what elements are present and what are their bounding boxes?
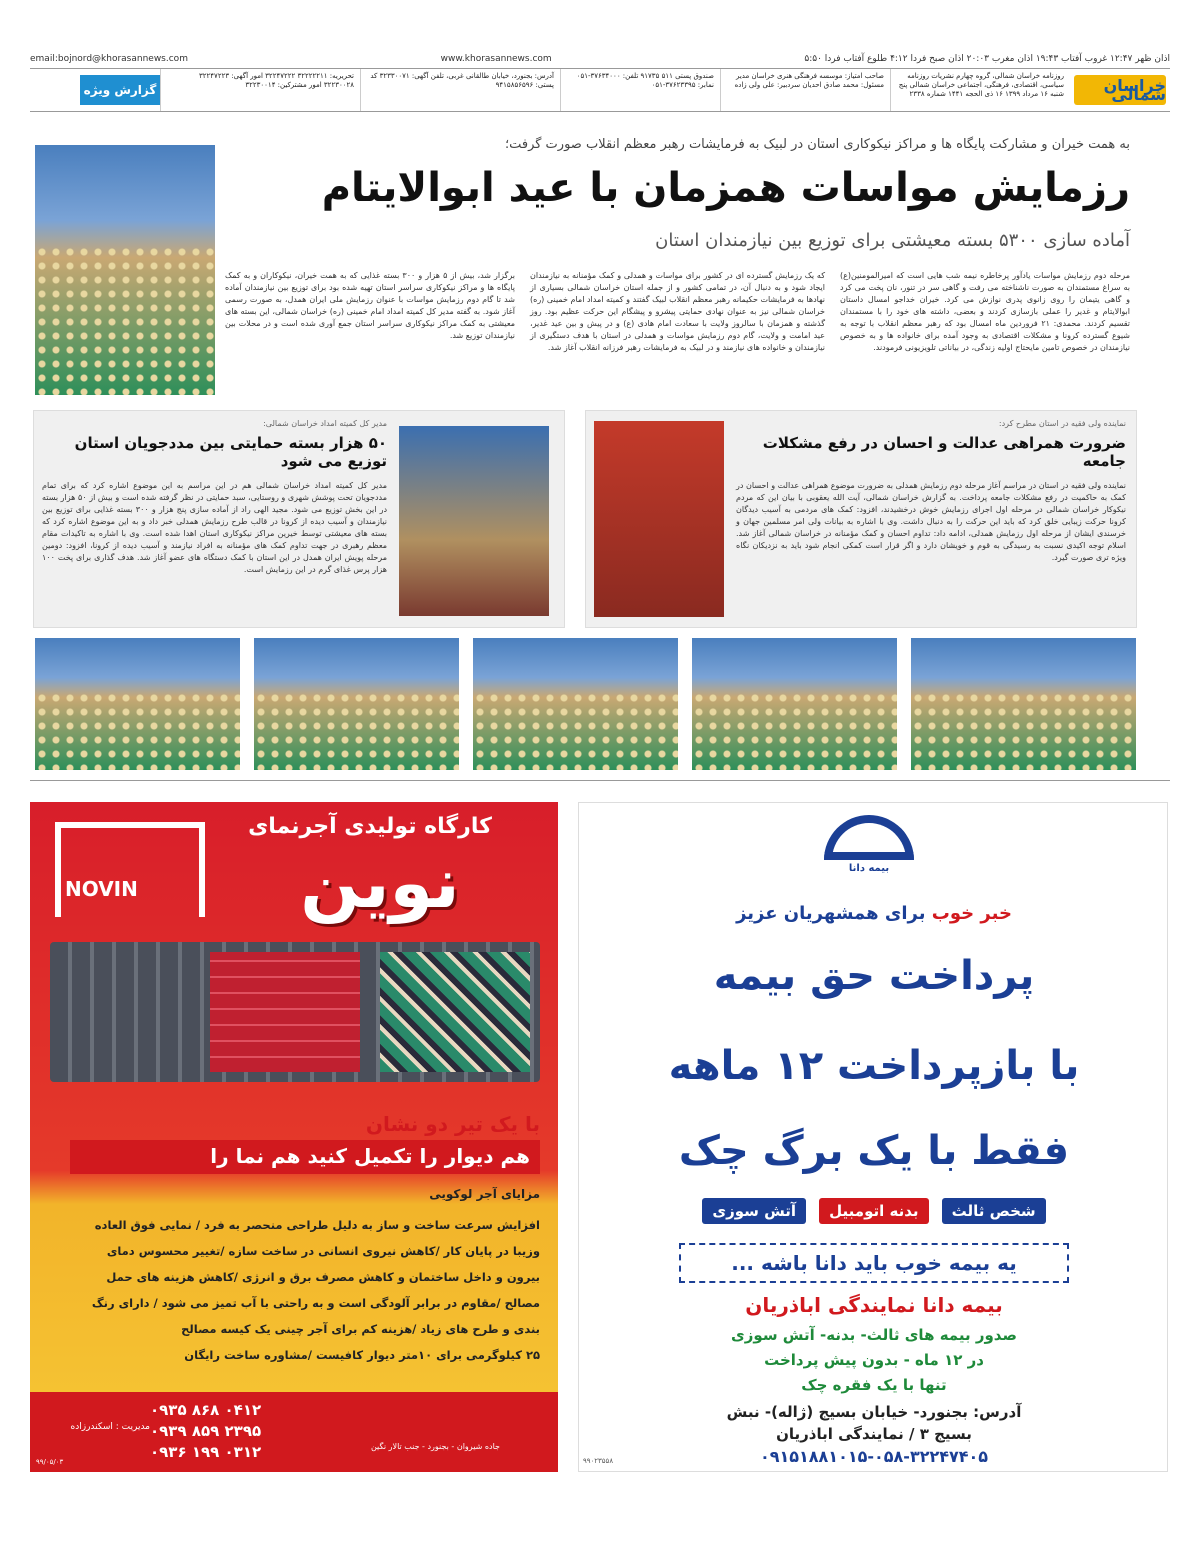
dana-logo-icon bbox=[824, 815, 914, 860]
main-col-3: برگزار شد، بیش از ۵ هزار و ۳۰۰ بسته غذایی که به همت خیران، نیکوکاران و به کمک پایگاه ها و مراکز نیکوکاری سراسر استان تهیه شده بود برای توزیع بین نیازمندان آماده شد تا گام دوم رزمایش مواسات با عنوان رزمایش ملی ایران همدل، به صورت رسمی آغاز شود. به گفته مدیر کل کمیته امداد امام خمینی (ره) خراسان شمالی، این بسته های معیشتی به کمک مراکز نیکوکاری سراسر استان جمع آوری شده است و در محلات بین نیازمندان توزیع شد. bbox=[225, 271, 516, 340]
feature-line: بندی و طرح های زیاد /هزینه کم برای آجر چینی یک کیسه مصالح bbox=[181, 1322, 540, 1336]
dana-g2: در ۱۲ ماه - بدون پیش پرداخت bbox=[764, 1351, 984, 1369]
novin-phones bbox=[150, 1400, 261, 1463]
good-news: خبر خوب bbox=[931, 903, 1012, 924]
novin-brand: نوین bbox=[300, 842, 460, 924]
box-left-kicker: مدیر کل کمیته امداد خراسان شمالی: bbox=[263, 419, 387, 428]
red-bricks bbox=[210, 952, 360, 1072]
main-col-1: مرحله دوم رزمایش مواسات یادآور پرخاطره نیمه شب هایی است که امیرالمومنین(ع) به سراغ مستمندان به صورت ناشناخته می رفت و گاهی سر در تنور، نان پخت می کرد و گاهی یتیمان را روی زانوی پدری نوازش می کرد. خیران خداجو امسال داستان ابوالایتام و غدیر را عملی بازسازی کردند و بعضی، داشته های خود را با مستمندان تقسیم کردند. محمدی: ۲۱ فروردین ماه امسال بود که رهبر معظم انقلاب با توجه به شیوع گسترده کرونا و مشکلات اقتصادی به وجود آمده برای خانواده ها و به خصوص نیازمندان در خصوص تامین مایحتاج اولیه زندگی، در بیاناتی تلویزیونی فرمودند. bbox=[840, 271, 1130, 352]
dana-line2: پرداخت حق بیمه bbox=[713, 953, 1035, 999]
novin-ad bbox=[30, 802, 558, 1472]
main-headline: رزمایش مواسات همزمان با عید ابوالایتام bbox=[321, 165, 1130, 211]
dana-line4: فقط با یک برگ چک bbox=[678, 1128, 1070, 1174]
novin-address: جاده شیروان - بجنورد - جنب تالار نگین bbox=[370, 1442, 500, 1451]
box-left bbox=[33, 410, 565, 628]
main-subhead: آماده سازی ۵۳۰۰ بسته معیشتی برای توزیع بین نیازمندان استان bbox=[655, 230, 1130, 251]
website[interactable]: www.khorasannews.com bbox=[440, 54, 552, 64]
for-citizens: برای همشهریان عزیز bbox=[736, 903, 926, 924]
dana-line3: با بازپرداخت ۱۲ ماهه bbox=[668, 1043, 1080, 1089]
email[interactable]: email:bojnord@khorasannews.com bbox=[30, 54, 188, 64]
phone-3: ۰۹۳۶ ۱۹۹ ۰۳۱۲ bbox=[150, 1443, 262, 1461]
novin-latin: NOVIN bbox=[65, 877, 138, 901]
dana-phone: ۰۹۱۵۱۸۸۱۰۱۵-۰۵۸-۳۲۲۴۷۴۰۵ bbox=[759, 1447, 989, 1466]
main-kicker: به همت خیران و مشارکت پایگاه ها و مراکز نیکوکاری استان در لبیک به فرمایشات رهبر معظم انقلاب صورت گرفت؛ bbox=[504, 137, 1130, 152]
pill-third-party: شخص ثالث bbox=[942, 1198, 1046, 1224]
prayer-times: اذان ظهر ۱۲:۴۷ غروب آفتاب ۱۹:۴۳ اذان مغرب ۲۰:۰۳ اذان صبح فردا ۴:۱۲ طلوع آفتاب فردا ۵:۵۰ bbox=[804, 54, 1170, 64]
feature-line: بیرون و داخل ساختمان و کاهش مصرف برق و انرژی /کاهش هزینه های حمل bbox=[106, 1270, 540, 1284]
feature-line: ۲۵ کیلوگرمی برای ۱۰متر دیوار کافیست /مشاوره ساخت رایگان bbox=[184, 1348, 540, 1362]
masthead-address: آدرس: بجنورد، خیابان طالقانی غربی، تلفن آگهی: ۳۲۳۳۰۰۷۱ کد پستی: ۹۴۱۵۸۵۶۵۹۶ bbox=[360, 69, 560, 111]
pill-fire: آتش سوزی bbox=[702, 1198, 806, 1224]
pattern-bricks bbox=[380, 952, 530, 1072]
masthead-owner: صاحب امتیاز: موسسه فرهنگی هنری خراسان مدیر مسئول: محمد صادق احدیان سردبیر: علی ولی زاده bbox=[720, 69, 890, 111]
dana-ad bbox=[578, 802, 1168, 1472]
cleric-photo bbox=[594, 421, 724, 617]
box-right-body: نماینده ولی فقیه در استان در مراسم آغاز مرحله دوم رزمایش همدلی به ضرورت موضوع همراهی عدالت و احسان در کمک به حاکمیت در رفع مشکلات جامعه پرداخت. به گزارش خراسان شمالی، آیت الله یعقوبی با بیان این که مردم نیکوکار خراسان شمالی در مرحله اول اجرای رزمایش خوش درخشیدند، افزود: کمک های مردمی به آسیب دیدگان کرونا حرکت زیبایی خلق کرد که باید این حرکت را به دنبال داشت. وی با اشاره به بیانات ولی امر مسلمین جهان و خرسندی ایشان از مرحله اول رزمایش همدلی، ادامه داد: تداوم احسان و کمک مؤمنانه در خراسان شمالی آغاز شد. اسلام توجه اکیدی نسبت به رسیدگی به قوم و خویشان دارد و اگر قرار است کمکی انجام شود باید به نزدیکان نگاه ویژه تری صورت گیرد. bbox=[736, 481, 1126, 562]
dana-g1: صدور بیمه های ثالث- بدنه- آتش سوزی bbox=[731, 1326, 1017, 1344]
novin-top-line: کارگاه تولیدی آجرنمای bbox=[248, 814, 492, 839]
dana-agency: بیمه دانا نمایندگی اباذریان bbox=[745, 1293, 1003, 1317]
novin-footer bbox=[30, 1392, 558, 1472]
dana-line1 bbox=[669, 903, 1079, 924]
novin-slogan1: با یک تیر دو نشان bbox=[365, 1112, 540, 1136]
phone-1: ۰۹۳۵ ۸۶۸ ۰۴۱۲ bbox=[150, 1401, 262, 1419]
bricks-image bbox=[50, 942, 540, 1082]
strip-photo-5 bbox=[911, 638, 1136, 770]
masthead-info: روزنامه خراسان شمالی، گروه چهارم نشریات روزنامه سیاسی، اقتصادی، فرهنگی، اجتماعی خراسان شمالی پنج شنبه ۱۶ مرداد ۱۳۹۹ ۱۶ ذی الحجه ۱۴۴۱ شماره ۲۳۳۸ bbox=[890, 69, 1070, 111]
strip-photo-4 bbox=[692, 638, 897, 770]
section-divider bbox=[30, 780, 1170, 781]
novin-features-title: مزایای آجر لوکویی bbox=[429, 1187, 540, 1201]
novin-features bbox=[60, 1212, 540, 1368]
novin-slogan2: هم دیوار را تکمیل کنید هم نما را bbox=[70, 1140, 540, 1174]
phone-2: ۰۹۳۹ ۸۵۹ ۲۳۹۵ bbox=[150, 1422, 262, 1440]
box-left-title: ۵۰ هزار بسته حمایتی بین مددجویان استان توزیع می شود bbox=[74, 434, 387, 470]
dana-brand: بیمه دانا bbox=[848, 863, 890, 874]
feature-line: مصالح /مقاوم در برابر آلودگی است و به راحتی با آب تمیز می شود / دارای رنگ bbox=[91, 1296, 540, 1310]
strip-photo-2 bbox=[254, 638, 459, 770]
dana-addr2: بسیج ۳ / نمایندگی اباذریان bbox=[776, 1425, 972, 1443]
novin-code: ۹۹/۰۵/۰۳ bbox=[36, 1458, 64, 1466]
masthead-phones: تحریریه: ۳۲۲۲۲۲۱۱ ۳۲۲۴۷۲۲۲ امور آگهی: ۳۲۲۴۷۲۲۳ ۳۲۲۳۰۰۲۸ امور مشترکین: ۳۲۲۳۰۰۱۴ bbox=[160, 69, 360, 111]
box-left-body: مدیر کل کمیته امداد خراسان شمالی هم در این مراسم به این موضوع اشاره کرد که برای تمام مددجویان تحت پوشش شهری و روستایی، سبد حمایتی در نظر گرفته شده است و بیش از ۵۰ هزار بسته در این بخش توزیع می شود. مجید الهی راد از آماده سازی پنج هزار و ۳۰۰ بسته غذایی برای توزیع بین نیازمندان و آسیب دیده از کرونا در قالب طرح رزمایش همدلی خبر داد و به این موضوع اشاره کرد که بسته های معیشتی توسط خیرین مراکز نیکوکاری استان اهدا شده است. وی با اشاره به تاکیدات مقام معظم رهبری در جهت تداوم کمک های مؤمنانه به افراد نیازمند و آسیب دیده از کرونا، افزود: دومین مرحله پویش ایران همدل در این استان با کمک دستگاه های عضو آغاز شد. هدف گذاری برای پخت ۱۰۰ هزار پرس غذای گرم در این رزمایش است. bbox=[42, 481, 387, 574]
feature-line: افزایش سرعت ساخت و ساز به دلیل طراحی منحصر به فرد / نمایی فوق العاده bbox=[94, 1218, 540, 1232]
dana-code: ۹۹۰۲۳۵۵۸ bbox=[583, 1457, 614, 1465]
novin-manager: مدیریت : اسکندرزاده bbox=[70, 1422, 150, 1432]
house-icon bbox=[55, 822, 205, 917]
special-report-badge: گزارش ویژه bbox=[80, 75, 160, 105]
box-right-title: ضرورت همراهی عدالت و احسان در رفع مشکلات جامعه bbox=[762, 434, 1126, 470]
box-right-kicker: نماینده ولی فقیه در استان مطرح کرد: bbox=[998, 419, 1126, 428]
newspaper-logo: خراسان شمالی bbox=[1074, 75, 1166, 105]
strip-photo-3 bbox=[473, 638, 678, 770]
feature-line: وزیبا در پایان کار /کاهش نیروی انسانی در ساخت سازه /تغییر محسوس دمای bbox=[106, 1244, 540, 1258]
official-photo bbox=[399, 426, 549, 616]
box-right bbox=[585, 410, 1137, 628]
main-photo bbox=[35, 145, 215, 395]
pill-car-body: بدنه اتومبیل bbox=[819, 1198, 928, 1224]
strip-photo-1 bbox=[35, 638, 240, 770]
dana-g3: تنها با یک فقره چک bbox=[801, 1376, 947, 1394]
masthead-contact: صندوق پستی ۵۱۱ ۹۱۷۳۵ تلفن: ۳۷۶۳۴۰۰۰-۰۵۱ نمابر: ۳۷۶۲۳۳۹۵-۰۵۱ bbox=[560, 69, 720, 111]
dana-addr1: آدرس: بجنورد- خیابان بسیج (ژاله)- نبش bbox=[726, 1403, 1022, 1421]
masthead bbox=[30, 68, 1170, 112]
dana-slogan: یه بیمه خوب باید دانا باشه ... bbox=[679, 1243, 1069, 1283]
dana-pills bbox=[669, 1198, 1079, 1224]
top-info-bar bbox=[30, 54, 1170, 64]
main-col-2: که یک رزمایش گسترده ای در کشور برای مواسات و همدلی و کمک مؤمنانه به نیازمندان ایجاد شود و به دنبال آن، در تمامی کشور و از جمله استان خراسان شمالی بسیاری از نهادها به فرمایشات حکیمانه رهبر معظم انقلاب لبیک گفتند و کمیته امداد امام خمینی (ره) خراسان شمالی نیز به عنوان نهادی حمایتی پیشرو و پیشگام این حرکت عظیم بود. روز گذشته و همزمان با سالروز ولایت با سعادت امام هادی (ع) و در پیش و بین عید غدیر، عید امامت و ولایت، گام دوم رزمایش مواسات و همدلی در استان با هدف دستگیری از نیازمندان و خانواده های نیازمند و در لبیک به فرمایشات رهبر فرزانه انقلاب آغاز شد. bbox=[530, 271, 825, 352]
